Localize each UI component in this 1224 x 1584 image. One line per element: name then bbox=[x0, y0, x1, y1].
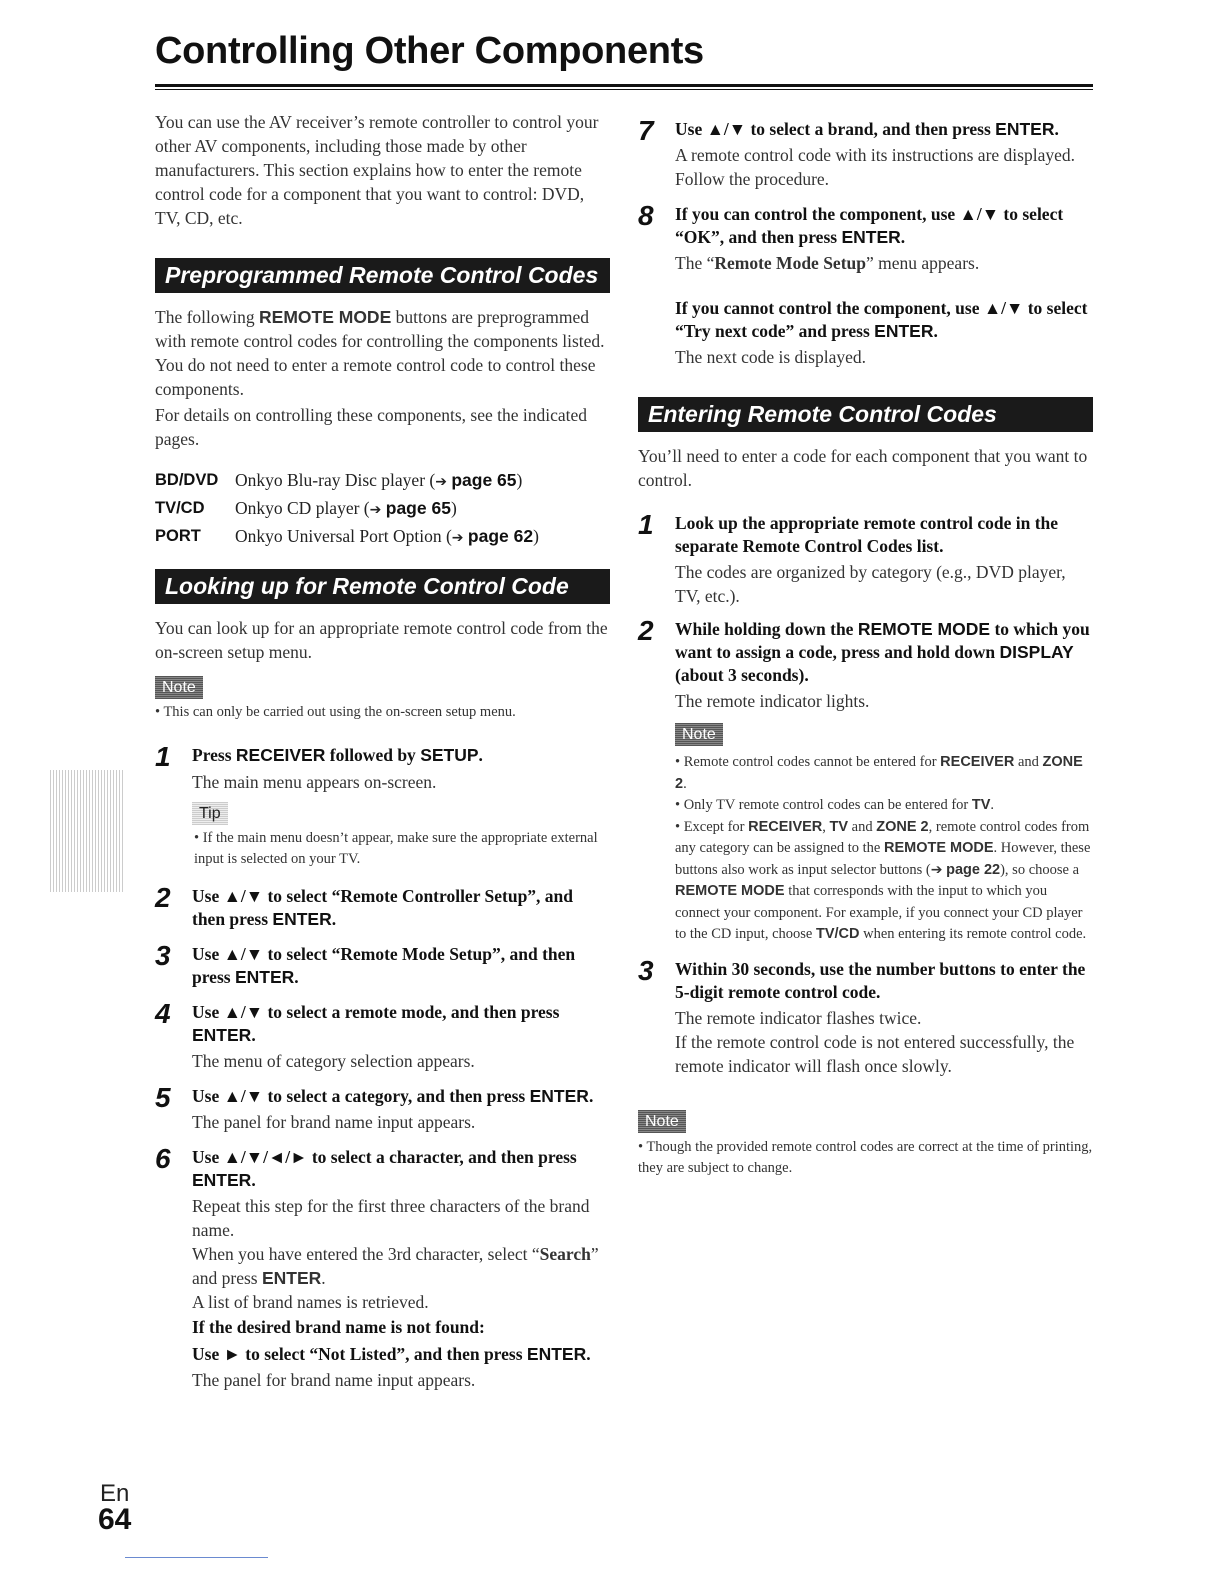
section-heading-preprogrammed: Preprogrammed Remote Control Codes bbox=[155, 258, 610, 293]
step-1: 1 Press RECEIVER followed by SETUP. The main menu appears on-screen. Tip • If the main menu doesn’t appear, make sure the appropriate external input is selected on your TV. bbox=[155, 744, 610, 871]
page-title: Controlling Other Components bbox=[155, 30, 704, 72]
footer-line bbox=[125, 1557, 268, 1558]
list-item: PORT Onkyo Universal Port Option (➔ page 62) bbox=[155, 526, 539, 546]
note-text: • This can only be carried out using the on-screen setup menu. bbox=[155, 704, 516, 720]
left-column bbox=[155, 110, 610, 1392]
section-heading-looking-up: Looking up for Remote Control Code bbox=[155, 569, 610, 604]
step-number: 4 bbox=[155, 997, 171, 1029]
step-number: 7 bbox=[638, 115, 654, 146]
note-block bbox=[155, 676, 610, 724]
note-badge: Note bbox=[638, 1110, 686, 1133]
enter-step-2: 2 While holding down the REMOTE MODE to which you want to assign a code, press and hold down DISPLAY (about 3 seconds). The remote indicator lights. Note • Remote control codes cannot be entered for RECEIVER and ZONE 2. • Only TV remote control codes can be entered for TV. • Except for RECEIVER, TV and ZONE 2, remote control codes from any category can be assigned to the REMOTE MODE. However, these buttons also work as input selector buttons (➔ page 22), so choose a REMOTE MODE that corresponds with the input to which you connect your component. For example, if you connect your CD player to the CD input, choose TV/CD when entering its remote control code. bbox=[638, 618, 1093, 946]
preprogrammed-details: For details on controlling these components, see the indicated pages. bbox=[155, 405, 588, 449]
side-tab-marker bbox=[50, 770, 124, 892]
note-badge: Note bbox=[675, 723, 723, 746]
tip-text: • If the main menu doesn’t appear, make sure the appropriate external input is selected on your TV. bbox=[194, 829, 598, 867]
title-rule-thin bbox=[155, 89, 1093, 90]
preprogrammed-text: The following REMOTE MODE buttons are preprogrammed with remote control codes for controlling the components listed. You do not need to enter a remote control code to control these components. bbox=[155, 307, 605, 399]
step-number: 3 bbox=[155, 939, 171, 971]
step-number: 1 bbox=[155, 740, 171, 772]
note-text: • Though the provided remote control codes are correct at the time of printing, they are subject to change. bbox=[638, 1138, 1093, 1176]
note-badge: Note bbox=[155, 676, 203, 699]
step-number: 5 bbox=[155, 1081, 171, 1113]
step-2: 2 Use ▲/▼ to select “Remote Controller Setup”, and then press ENTER. bbox=[155, 881, 574, 929]
step-4: 4 Use ▲/▼ to select a remote mode, and then press ENTER. The menu of category selection appears. bbox=[155, 997, 560, 1071]
step-number: 3 bbox=[638, 954, 654, 986]
step-5: 5 Use ▲/▼ to select a category, and then press ENTER. The panel for brand name input appears. bbox=[155, 1081, 594, 1132]
page-number: 64 bbox=[98, 1503, 132, 1536]
enter-step-1: 1 Look up the appropriate remote control code in the separate Remote Control Codes list. The codes are organized by category (e.g., DVD player, TV, etc.). bbox=[638, 509, 1066, 606]
step-number: 6 bbox=[155, 1142, 171, 1174]
section-heading-entering: Entering Remote Control Codes bbox=[638, 397, 1093, 432]
step-number: 2 bbox=[155, 881, 171, 913]
list-item: BD/DVD Onkyo Blu-ray Disc player (➔ page 65) bbox=[155, 470, 523, 490]
note-block-2 bbox=[638, 1110, 1093, 1180]
step-6: 6 Use ▲/▼/◄/► to select a character, and then press ENTER. Repeat this step for the first three characters of the brand name. When you have entered the 3rd character, select “Search” and press ENTER. A list of brand names is retrieved. If the desired brand name is not found: Use ► to select “Not Listed”, and then press ENTER. The panel for brand name input appears. bbox=[155, 1142, 599, 1390]
step-number: 8 bbox=[638, 200, 654, 231]
list-item: TV/CD Onkyo CD player (➔ page 65) bbox=[155, 498, 457, 518]
intro-text: You can use the AV receiver’s remote controller to control your other AV components, including those made by other manufacturers. This section explains how to enter the remote control code for a component that you want to control: DVD, TV, CD, etc. bbox=[155, 112, 599, 228]
enter-step-3: 3 Within 30 seconds, use the number buttons to enter the 5-digit remote control code. The remote indicator flashes twice. If the remote control code is not entered successfully, the remote indicator will flash once slowly. bbox=[638, 954, 1086, 1076]
tip-badge: Tip bbox=[192, 802, 228, 825]
remote-mode-list bbox=[155, 467, 610, 551]
note-item: • Except for RECEIVER, TV and ZONE 2, remote control codes from any category can be assigned to the REMOTE MODE. However, these buttons also work as input selector buttons (➔ page 22), so choose a REMOTE MODE that corresponds with the input to which you connect your component. For example, if you connect your CD player to the CD input, choose TV/CD when entering its remote control code. bbox=[675, 818, 1091, 942]
right-column bbox=[638, 110, 1093, 1180]
language-label: En bbox=[100, 1480, 130, 1507]
title-rule bbox=[155, 84, 1093, 87]
note-item: • Remote control codes cannot be entered for RECEIVER and ZONE 2. bbox=[675, 754, 1083, 792]
note-item: • Only TV remote control codes can be entered for TV. bbox=[675, 797, 995, 813]
note-block bbox=[675, 723, 1093, 946]
tip-block bbox=[192, 802, 610, 871]
step-3: 3 Use ▲/▼ to select “Remote Mode Setup”, and then press ENTER. bbox=[155, 939, 576, 987]
step-7: 7 Use ▲/▼ to select a brand, and then press ENTER. A remote control code with its instructions are displayed. Follow the procedure. bbox=[638, 115, 1075, 189]
step-8: 8 If you can control the component, use ▲/▼ to select “OK”, and then press ENTER. The “Remote Mode Setup” menu appears. If you cannot control the component, use ▲/▼ to select “Try next code” and press ENTER. The next code is displayed. bbox=[638, 200, 1088, 367]
looking-up-text: You can look up for an appropriate remote control code from the on-screen setup menu. bbox=[155, 618, 608, 662]
entering-text: You’ll need to enter a code for each component that you want to control. bbox=[638, 446, 1088, 490]
step-number: 2 bbox=[638, 615, 654, 646]
step-number: 1 bbox=[638, 509, 654, 540]
